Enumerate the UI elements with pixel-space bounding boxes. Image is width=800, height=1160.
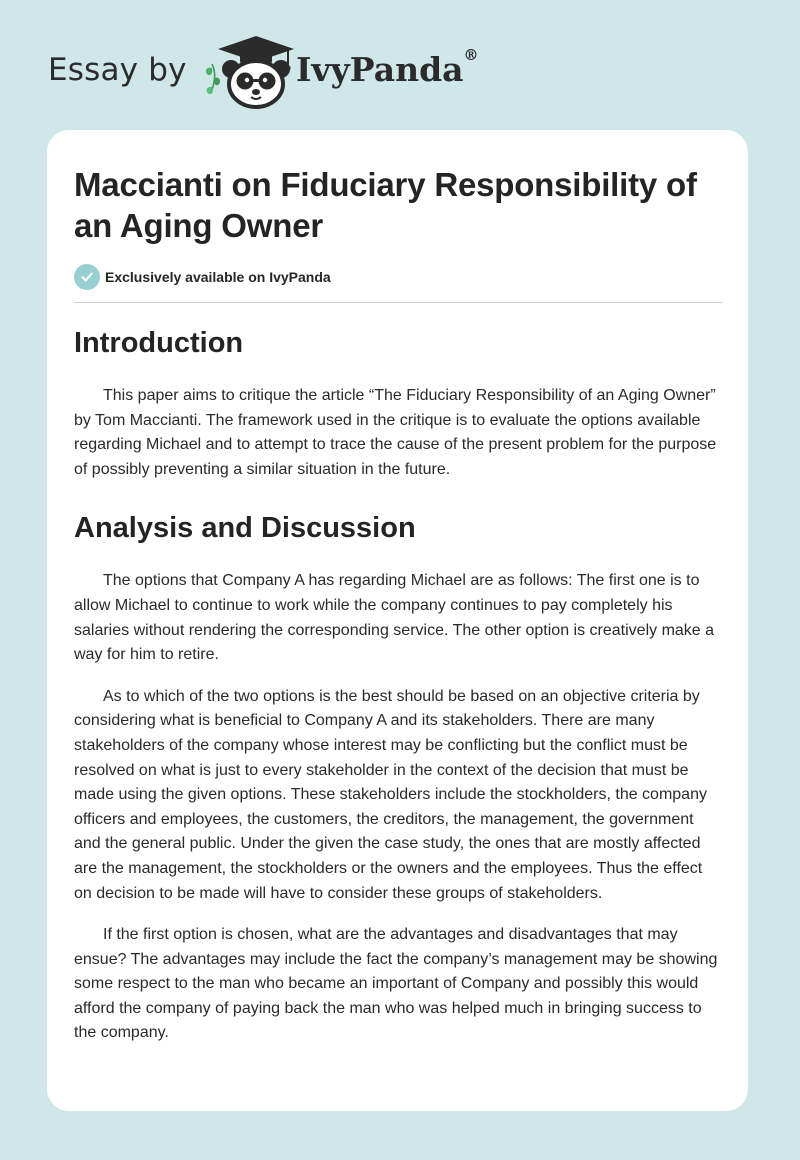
section-introduction	[74, 325, 722, 482]
check-icon	[74, 264, 100, 290]
divider	[74, 302, 722, 303]
exclusive-label: Exclusively available on IvyPanda	[105, 269, 331, 285]
paragraph: The options that Company A has regarding Michael are as follows: The first one is to allow Michael to continue to work while the company continues to pay completely his salaries without rendering the corresponding service. The other option is creatively make a way for him to retire.	[74, 572, 715, 664]
essay-card	[47, 130, 748, 1111]
brand-header[interactable]	[48, 34, 479, 110]
brand-name	[296, 46, 479, 89]
section-analysis	[74, 510, 722, 1046]
brand-name-text: IvyPanda	[296, 50, 464, 89]
page-title: Maccianti on Fiduciary Responsibility of an Aging Owner	[74, 166, 697, 244]
registered-mark: ®	[463, 46, 479, 64]
brand-prefix: Essay by	[48, 52, 187, 88]
exclusive-badge-row	[74, 264, 722, 290]
paragraph: This paper aims to critique the article “The Fiduciary Responsibility of an Aging Owner” by Tom Maccianti. The framework used in the critique is to evaluate the options available regarding Michael and to attempt to trace the cause of the present problem for the purpose of possibly preventing a similar situation in the future.	[74, 387, 717, 478]
paragraph: If the first option is chosen, what are the advantages and disadvantages that may ensue? The advantages may include the fact the company’s management may be showing some respect to the man who became an important of Company and possibly this would afford the company of paying back the man who was helped much in bringing success to the company.	[74, 926, 718, 1042]
panda-graduate-logo-icon	[202, 34, 298, 110]
section-heading: Introduction	[74, 327, 244, 359]
paragraph: As to which of the two options is the best should be based on an objective criteria by considering what is beneficial to Company A and its stakeholders. There are many stakeholders of the company whose interest may be conflicting but the conflict must be resolved on what is just to every stakeholder in the context of the decision that must be made using the given options. These stakeholders include the stockholders, the company officers and employees, the customers, the creditors, the management, the government and the general public. Under the given the case study, the ones that are mostly affected are the management, the stockholders or the owners and the employees. Thus the effect on decision to be made will have to consider these groups of stakeholders.	[74, 687, 707, 902]
section-heading: Analysis and Discussion	[74, 512, 416, 545]
